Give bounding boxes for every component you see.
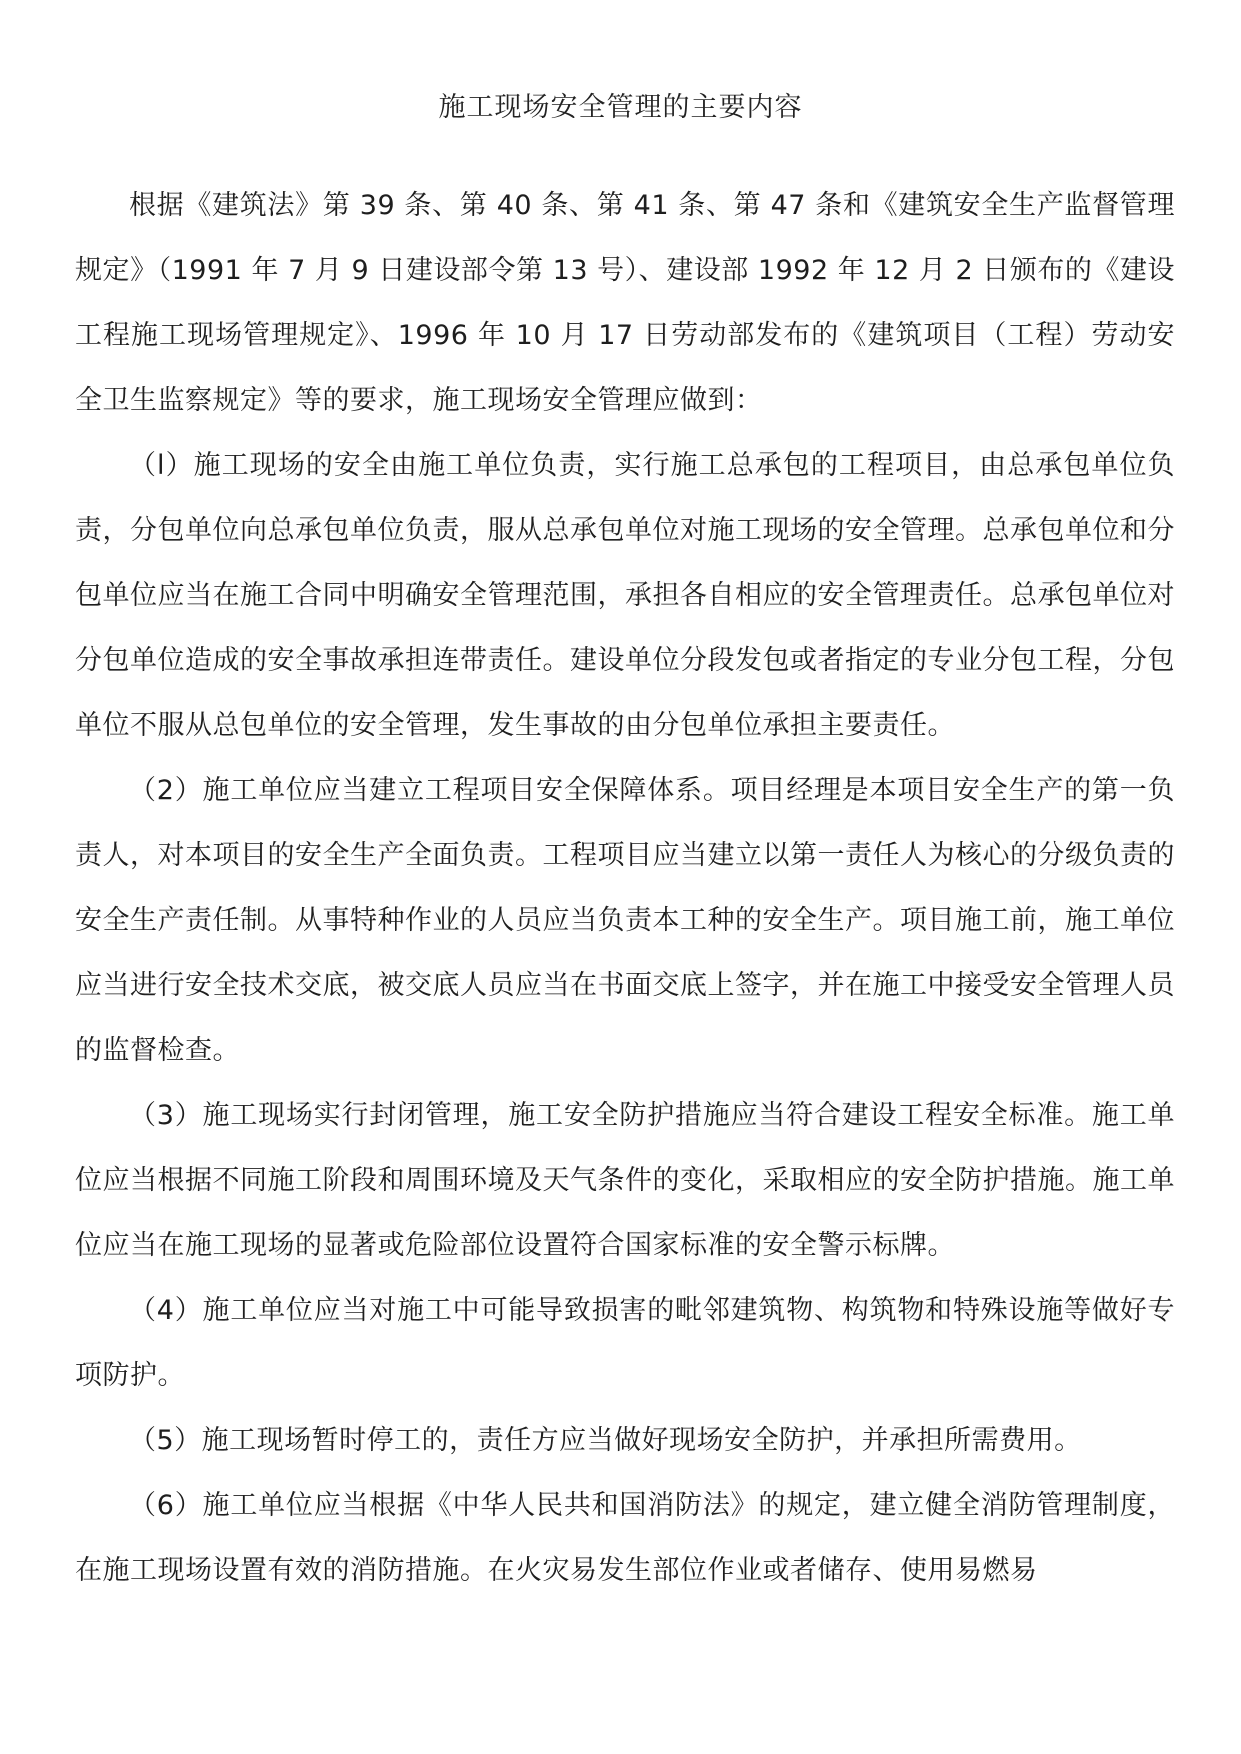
paragraph-item-3: （3）施工现场实行封闭管理，施工安全防护措施应当符合建设工程安全标准。施工单位应当根据不同施工阶段和周围环境及天气条件的变化，采取相应的安全防护措施。施工单位应当在施工现场的显著或危险部位设置符合国家标准的安全警示标牌。 [75,1100,1175,1261]
paragraph-item-1: （l）施工现场的安全由施工单位负责，实行施工总承包的工程项目，由总承包单位负责，分包单位向总承包单位负责，服从总承包单位对施工现场的安全管理。总承包单位和分包单位应当在施工合同中明确安全管理范围，承担各自相应的安全管理责任。总承包单位对分包单位造成的安全事故承担连带责任。建设单位分段发包或者指定的专业分包工程，分包单位不服从总包单位的安全管理，发生事故的由分包单位承担主要责任。 [75,450,1175,741]
paragraph-item-2: （2）施工单位应当建立工程项目安全保障体系。项目经理是本项目安全生产的第一负责人，对本项目的安全生产全面负责。工程项目应当建立以第一责任人为核心的分级负责的安全生产责任制。从事特种作业的人员应当负责本工种的安全生产。项目施工前，施工单位应当进行安全技术交底，被交底人员应当在书面交底上签字，并在施工中接受安全管理人员的监督检查。 [75,775,1175,1066]
paragraph-item-5: （5）施工现场暂时停工的，责任方应当做好现场安全防护，并承担所需费用。 [129,1425,1082,1456]
paragraph-item-4: （4）施工单位应当对施工中可能导致损害的毗邻建筑物、构筑物和特殊设施等做好专项防护。 [75,1295,1175,1391]
document-body [75,173,1175,1603]
paragraph-item-6: （6）施工单位应当根据《中华人民共和国消防法》的规定，建立健全消防管理制度，在施工现场设置有效的消防措施。在火灾易发生部位作业或者储存、使用易燃易 [75,1490,1175,1586]
paragraph-intro: 根据《建筑法》第 39 条、第 40 条、第 41 条、第 47 条和《建筑安全生产监督管理规定》（1991 年 7 月 9 日建设部令第 13 号）、建设部 1992 年 12 月 2 日颁布的《建设工程施工现场管理规定》、1996 年 10 月 17 日劳动部发布的《建筑项目（工程）劳动安全卫生监察规定》等的要求，施工现场安全管理应做到： [75,190,1175,416]
document-title: 施工现场安全管理的主要内容 [438,92,803,123]
